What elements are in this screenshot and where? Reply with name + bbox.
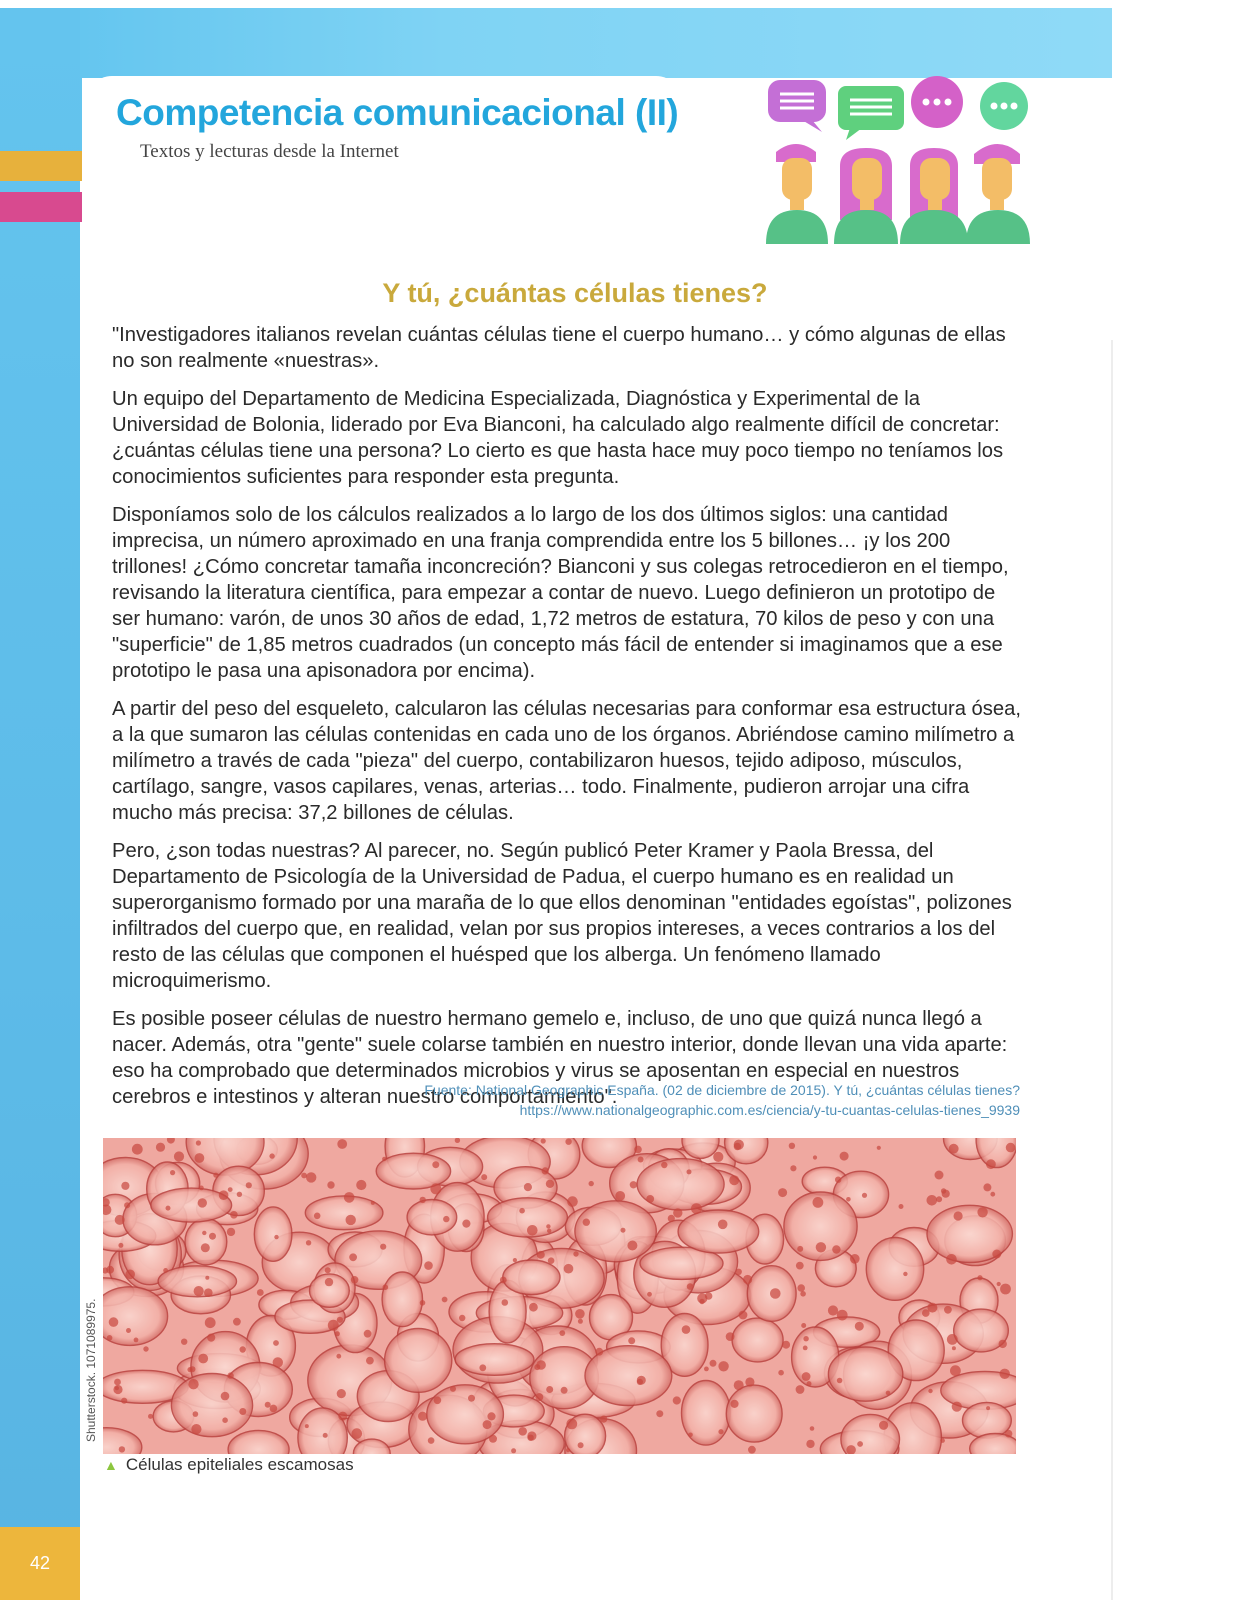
cell-nucleus	[935, 1171, 944, 1180]
cell-nucleus	[346, 1215, 356, 1225]
cell-nucleus	[1005, 1430, 1013, 1438]
cell-nucleus	[163, 1268, 168, 1273]
cell-nucleus	[928, 1389, 932, 1393]
cell-nucleus	[270, 1405, 278, 1413]
cell-nucleus	[529, 1303, 538, 1312]
conversation-illustration	[762, 70, 1038, 250]
cell-nucleus	[204, 1288, 213, 1297]
cell-nucleus	[990, 1192, 995, 1197]
cell-nucleus	[796, 1262, 804, 1270]
cell-nucleus	[855, 1322, 864, 1331]
cell-shape	[866, 1238, 923, 1301]
cell-nucleus	[124, 1202, 130, 1208]
cell-nucleus	[710, 1360, 717, 1367]
cell-nucleus	[500, 1277, 507, 1284]
cell-nucleus	[121, 1182, 129, 1190]
cell-nucleus	[770, 1288, 781, 1299]
cell-nucleus	[564, 1264, 574, 1274]
cell-nucleus	[489, 1435, 497, 1443]
cell-nucleus	[109, 1317, 119, 1327]
left-margin-band	[0, 8, 80, 1600]
cell-nucleus	[205, 1276, 209, 1280]
section-tab-orange	[0, 151, 82, 181]
cell-nucleus	[383, 1284, 389, 1290]
cell-nucleus	[434, 1397, 442, 1405]
cell-nucleus	[697, 1293, 707, 1303]
cell-nucleus	[546, 1386, 553, 1393]
cell-nucleus	[862, 1193, 867, 1198]
cell-nucleus	[673, 1396, 681, 1404]
source-citation	[380, 1080, 1020, 1120]
cell-nucleus	[983, 1183, 991, 1191]
cell-nucleus	[518, 1427, 527, 1436]
cell-nucleus	[188, 1379, 198, 1389]
cell-nucleus	[936, 1196, 942, 1202]
cell-nucleus	[196, 1140, 201, 1145]
cell-nucleus	[527, 1435, 533, 1441]
cell-shape	[726, 1385, 782, 1442]
page-subtitle: Textos y lecturas desde la Internet	[140, 141, 399, 162]
cell-nucleus	[327, 1181, 334, 1188]
cell-nucleus	[325, 1267, 331, 1273]
cell-nucleus	[949, 1144, 959, 1154]
cell-nucleus	[366, 1357, 374, 1365]
cell-nucleus	[999, 1340, 1007, 1348]
cell-nucleus	[338, 1412, 347, 1421]
cell-nucleus	[219, 1190, 229, 1200]
cell-shape	[103, 1287, 168, 1346]
cell-nucleus	[673, 1208, 682, 1217]
cell-nucleus	[806, 1440, 814, 1448]
cell-nucleus	[796, 1385, 805, 1394]
paragraph: Un equipo del Departamento de Medicina Especializada, Diagnóstica y Experimental de la Universidad de Bolonia, liderado por Eva Bianconi, ha calculado algo realmente difícil de concretar: ¿cuántas células tiene una persona? Lo cierto es que hasta hace muy poco tiempo no teníamos los conocimientos suficientes para responder esta pregunta.	[112, 388, 1004, 488]
cell-nucleus	[977, 1275, 982, 1280]
cell-shape	[382, 1272, 422, 1327]
cell-nucleus	[986, 1159, 996, 1169]
cell-nucleus	[125, 1270, 135, 1280]
cell-nucleus	[450, 1386, 456, 1392]
cell-nucleus	[615, 1191, 625, 1201]
cell-nucleus	[328, 1320, 339, 1331]
cell-nucleus	[265, 1402, 271, 1408]
cell-nucleus	[656, 1410, 663, 1417]
cell-nucleus	[903, 1272, 907, 1276]
cell-nucleus	[527, 1225, 538, 1236]
cell-nucleus	[600, 1416, 607, 1423]
cell-nucleus	[513, 1258, 517, 1262]
cell-shape	[376, 1153, 450, 1189]
cell-nucleus	[205, 1317, 216, 1328]
cell-nucleus	[718, 1220, 728, 1230]
cell-shape	[407, 1200, 457, 1235]
cell-nucleus	[198, 1354, 208, 1364]
cell-nucleus	[432, 1161, 439, 1168]
cell-nucleus	[430, 1183, 441, 1194]
cell-nucleus	[222, 1417, 228, 1423]
cell-nucleus	[940, 1438, 945, 1443]
cell-nucleus	[502, 1299, 509, 1306]
caption-text: Células epiteliales escamosas	[125, 1455, 354, 1474]
cell-nucleus	[899, 1204, 904, 1209]
cell-nucleus	[718, 1361, 728, 1371]
cell-nucleus	[739, 1311, 748, 1320]
cell-nucleus	[857, 1441, 863, 1447]
cell-nucleus	[314, 1213, 321, 1220]
cell-nucleus	[837, 1378, 843, 1384]
cell-nucleus	[273, 1340, 279, 1346]
cell-nucleus	[589, 1181, 594, 1186]
cell-nucleus	[736, 1269, 742, 1275]
cell-nucleus	[886, 1391, 891, 1396]
cell-nucleus	[190, 1366, 196, 1372]
cell-nucleus	[198, 1198, 207, 1207]
cell-shape	[171, 1374, 252, 1437]
cell-nucleus	[428, 1437, 435, 1444]
cell-nucleus	[835, 1177, 841, 1183]
cell-nucleus	[688, 1433, 693, 1438]
cell-nucleus	[726, 1332, 735, 1341]
section-tab-pink	[0, 192, 82, 222]
cell-nucleus	[481, 1174, 487, 1180]
cell-nucleus	[166, 1206, 171, 1211]
cell-nucleus	[547, 1229, 551, 1233]
cell-nucleus	[273, 1357, 283, 1367]
cell-nucleus	[954, 1211, 963, 1220]
cell-nucleus	[193, 1411, 199, 1417]
cell-nucleus	[306, 1172, 316, 1182]
cell-nucleus	[952, 1402, 962, 1412]
cell-nucleus	[424, 1261, 433, 1270]
cell-shape	[732, 1318, 783, 1362]
cell-nucleus	[119, 1446, 125, 1452]
cell-nucleus	[879, 1421, 888, 1430]
cell-nucleus	[143, 1346, 148, 1351]
cell-nucleus	[202, 1231, 206, 1235]
cell-nucleus	[221, 1392, 230, 1401]
cell-nucleus	[519, 1208, 525, 1214]
cell-nucleus	[323, 1433, 328, 1438]
cell-nucleus	[997, 1282, 1001, 1286]
cell-nucleus	[548, 1257, 555, 1264]
paragraph: Pero, ¿son todas nuestras? Al parecer, no. Según publicó Peter Kramer y Paola Bressa, del Departamento de Psicología de la Universidad de Padua, el cuerpo humano es en realidad un superorganismo formado por una maraña de lo que ellos denominan "entidades egoístas", polizones infiltrados del cuerpo que, en realidad, velan por sus propios intereses, a veces contrarios a los del resto de las células que componen el huésped que los alberga. Un fenómeno llamado microquimerismo.	[112, 840, 1012, 992]
photo-credit: Shutterstock. 1071089975.	[84, 1298, 98, 1442]
cell-nucleus	[511, 1448, 516, 1453]
cell-nucleus	[638, 1157, 644, 1163]
cell-nucleus	[121, 1398, 127, 1404]
cell-shape	[678, 1210, 759, 1253]
cell-nucleus	[947, 1334, 958, 1345]
cell-nucleus	[797, 1246, 803, 1252]
cell-shape	[185, 1219, 227, 1265]
page-title: Competencia comunicacional (II)	[116, 92, 679, 133]
cell-nucleus	[575, 1309, 585, 1319]
cell-nucleus	[790, 1165, 796, 1171]
cell-nucleus	[778, 1188, 787, 1197]
cell-nucleus	[237, 1192, 242, 1197]
cell-nucleus	[803, 1346, 808, 1351]
cell-nucleus	[944, 1306, 952, 1314]
cell-nucleus	[630, 1181, 637, 1188]
cell-nucleus	[789, 1143, 795, 1149]
cell-nucleus	[578, 1319, 583, 1324]
cell-nucleus	[194, 1286, 204, 1296]
cell-nucleus	[803, 1336, 808, 1341]
cell-nucleus	[201, 1243, 210, 1252]
cell-nucleus	[537, 1251, 545, 1259]
cell-nucleus	[336, 1354, 341, 1359]
figure-caption	[104, 1455, 354, 1475]
cell-nucleus	[730, 1400, 738, 1408]
cell-nucleus	[479, 1364, 486, 1371]
cell-nucleus	[646, 1195, 654, 1203]
cell-nucleus	[634, 1146, 642, 1154]
cell-nucleus	[734, 1380, 744, 1390]
cell-nucleus	[257, 1289, 264, 1296]
cell-nucleus	[950, 1365, 961, 1376]
cell-nucleus	[352, 1428, 363, 1439]
cell-nucleus	[734, 1143, 741, 1150]
cell-nucleus	[1006, 1143, 1016, 1153]
cell-nucleus	[468, 1395, 475, 1402]
cell-nucleus	[207, 1334, 215, 1342]
cell-nucleus	[561, 1387, 568, 1394]
cell-nucleus	[209, 1233, 216, 1240]
cell-nucleus	[107, 1335, 113, 1341]
cell-nucleus	[335, 1331, 340, 1336]
cell-nucleus	[535, 1393, 543, 1401]
cell-nucleus	[170, 1170, 175, 1175]
cell-nucleus	[718, 1429, 723, 1434]
cell-nucleus	[191, 1424, 201, 1434]
cell-nucleus	[837, 1310, 848, 1321]
cell-nucleus	[778, 1370, 784, 1376]
cell-nucleus	[344, 1192, 355, 1203]
page-edge-line	[1111, 340, 1113, 1600]
people-icon	[766, 144, 1030, 244]
cell-nucleus	[325, 1278, 333, 1286]
page-number: 42	[0, 1527, 80, 1600]
cell-shape	[503, 1260, 560, 1295]
cell-nucleus	[230, 1211, 238, 1219]
cell-nucleus	[239, 1408, 246, 1415]
cell-nucleus	[782, 1341, 790, 1349]
cell-nucleus	[801, 1323, 806, 1328]
cell-nucleus	[115, 1215, 125, 1225]
cell-nucleus	[351, 1276, 359, 1284]
cell-nucleus	[627, 1241, 637, 1251]
cell-nucleus	[420, 1300, 426, 1306]
cell-nucleus	[420, 1197, 426, 1203]
cell-shape	[254, 1207, 292, 1261]
epithelial-cells-photo	[103, 1138, 1016, 1454]
cell-nucleus	[443, 1216, 449, 1222]
cell-nucleus	[418, 1412, 427, 1421]
cell-nucleus	[442, 1297, 448, 1303]
paragraph: A partir del peso del esqueleto, calcularon las células necesarias para conformar esa estructura ósea, a la que sumaron las células contenidas en cada uno de los órganos. Abriéndose camino milímetro a milímetro a través de cada "pieza" del cuerpo, contabilizaron huesos, tejido adiposo, músculos, cartílago, sangre, vasos capilares, venas, arterias… todo. Finalmente, pudieron arrojar una cifra mucho más precisa: 37,2 billones de células.	[112, 698, 1021, 824]
cell-nucleus	[459, 1315, 465, 1321]
paragraph: Disponíamos solo de los cálculos realizados a lo largo de los dos últimos siglos: una cantidad imprecisa, un número aproximado en una franja comprendida entre los 5 billones… ¡y los 200 trillones! ¿Cómo concretar tamaña inconcreción? Bianconi y sus colegas retrocedieron en el tiempo, revisando la literatura científica, para empezar a contar de nuevo. Luego definieron un prototipo de ser humano: varón, de unos 30 años de edad, 1,72 metros de estatura, 70 kilos de peso y con una "superficie" de 1,85 metros cuadrados (un concepto más fácil de entender si imaginamos que a ese prototipo le pasa una apisonadora por encima).	[112, 504, 1009, 682]
cell-nucleus	[802, 1372, 811, 1381]
cell-nucleus	[800, 1291, 806, 1297]
article-title: Y tú, ¿cuántas células tienes?	[382, 278, 768, 308]
cell-nucleus	[583, 1219, 590, 1226]
cell-nucleus	[483, 1420, 492, 1429]
cell-nucleus	[542, 1167, 549, 1174]
cell-nucleus	[132, 1144, 143, 1155]
cell-nucleus	[246, 1182, 252, 1188]
cell-nucleus	[729, 1175, 739, 1185]
cell-nucleus	[487, 1412, 495, 1420]
cell-nucleus	[807, 1381, 812, 1386]
cell-nucleus	[816, 1242, 826, 1252]
cell-nucleus	[1000, 1369, 1010, 1379]
cell-nucleus	[661, 1162, 667, 1168]
cell-nucleus	[536, 1360, 546, 1370]
cell-nucleus	[846, 1197, 851, 1202]
cell-nucleus	[305, 1424, 309, 1428]
cell-nucleus	[797, 1284, 805, 1292]
cell-nucleus	[628, 1337, 635, 1344]
cell-nucleus	[1000, 1284, 1011, 1295]
cell-nucleus	[337, 1389, 346, 1398]
cell-nucleus	[977, 1207, 987, 1217]
cell-nucleus	[199, 1186, 204, 1191]
cell-nucleus	[306, 1240, 311, 1245]
cell-nucleus	[113, 1385, 122, 1394]
cell-nucleus	[227, 1372, 233, 1378]
cell-nucleus	[595, 1348, 603, 1356]
cell-nucleus	[850, 1254, 860, 1264]
cell-nucleus	[986, 1406, 990, 1410]
cell-nucleus	[637, 1379, 643, 1385]
source-reference: Fuente: National Geographic España. (02 de diciembre de 2015). Y tú, ¿cuántas células tienes?	[424, 1082, 1020, 1098]
cell-nucleus	[687, 1169, 692, 1174]
cell-nucleus	[181, 1339, 187, 1345]
cell-nucleus	[364, 1330, 372, 1338]
cell-nucleus	[573, 1251, 578, 1256]
cell-nucleus	[148, 1414, 153, 1419]
cell-nucleus	[828, 1305, 838, 1315]
cell-nucleus	[927, 1303, 937, 1313]
cell-nucleus	[946, 1254, 957, 1265]
cell-nucleus	[269, 1153, 274, 1158]
cell-nucleus	[952, 1346, 956, 1350]
cell-nucleus	[174, 1151, 184, 1161]
cell-nucleus	[927, 1195, 938, 1206]
cell-nucleus	[462, 1220, 470, 1228]
cell-nucleus	[992, 1250, 1001, 1259]
paragraph: Es posible poseer células de nuestro hermano gemelo e, incluso, de uno que quizá nunca llegó a nacer. Además, otra "gente" suele colarse también en nuestro interior, donde llevan una vida aparte: eso ha comprobado que determinados microbios y virus se aposentan en especial en nuestros cerebros e intestinos y alteran nuestro comportamiento".	[112, 1008, 1008, 1108]
cell-nucleus	[156, 1143, 165, 1152]
cell-nucleus	[743, 1275, 752, 1284]
cell-nucleus	[942, 1190, 950, 1198]
cell-nucleus	[546, 1224, 550, 1228]
cell-nucleus	[687, 1283, 694, 1290]
cell-nucleus	[810, 1426, 815, 1431]
cell-shape	[828, 1347, 902, 1401]
source-url[interactable]: https://www.nationalgeographic.com.es/ciencia/y-tu-cuantas-celulas-tienes_9939	[519, 1102, 1020, 1118]
cell-nucleus	[668, 1215, 675, 1222]
cell-nucleus	[578, 1442, 584, 1448]
cell-nucleus	[541, 1138, 546, 1143]
cell-nucleus	[134, 1338, 139, 1343]
cell-nucleus	[840, 1152, 849, 1161]
cell-nucleus	[621, 1228, 626, 1233]
cell-nucleus	[713, 1152, 723, 1162]
cell-nucleus	[566, 1419, 577, 1430]
cell-nucleus	[813, 1155, 817, 1159]
cell-nucleus	[118, 1243, 123, 1248]
cell-nucleus	[382, 1157, 386, 1161]
cell-nucleus	[349, 1253, 357, 1261]
cell-shape	[455, 1344, 534, 1376]
triangle-marker-icon: ▲	[104, 1457, 118, 1473]
cell-nucleus	[524, 1183, 532, 1191]
cell-nucleus	[213, 1173, 218, 1178]
cell-nucleus	[114, 1379, 121, 1386]
article-body	[112, 322, 1024, 1122]
cell-nucleus	[337, 1139, 347, 1149]
cell-nucleus	[691, 1203, 702, 1214]
cell-nucleus	[748, 1446, 756, 1454]
cell-nucleus	[227, 1228, 235, 1236]
cell-nucleus	[233, 1318, 241, 1326]
cell-nucleus	[356, 1180, 366, 1190]
cell-nucleus	[565, 1139, 571, 1145]
cell-nucleus	[567, 1196, 578, 1207]
cell-shape	[385, 1329, 452, 1393]
cell-nucleus	[371, 1201, 375, 1205]
cell-nucleus	[704, 1367, 709, 1372]
paragraph: "Investigadores italianos revelan cuántas células tiene el cuerpo humano… y cómo algunas de ellas no son realmente «nuestras».	[112, 324, 1006, 372]
cell-nucleus	[126, 1328, 131, 1333]
cell-nucleus	[337, 1317, 343, 1323]
cell-nucleus	[877, 1146, 881, 1150]
cell-nucleus	[546, 1180, 554, 1188]
cell-nucleus	[745, 1377, 754, 1386]
speech-bubbles-icon	[768, 76, 1028, 140]
cell-nucleus	[380, 1244, 386, 1250]
cell-nucleus	[682, 1325, 691, 1334]
cell-nucleus	[228, 1187, 233, 1192]
cell-nucleus	[195, 1153, 205, 1163]
cell-nucleus	[240, 1346, 246, 1352]
cell-nucleus	[647, 1292, 652, 1297]
cell-nucleus	[559, 1330, 565, 1336]
cell-nucleus	[813, 1197, 824, 1208]
cell-nucleus	[274, 1235, 278, 1239]
cell-nucleus	[832, 1245, 840, 1253]
cell-shape	[575, 1201, 656, 1262]
cell-nucleus	[566, 1448, 570, 1452]
